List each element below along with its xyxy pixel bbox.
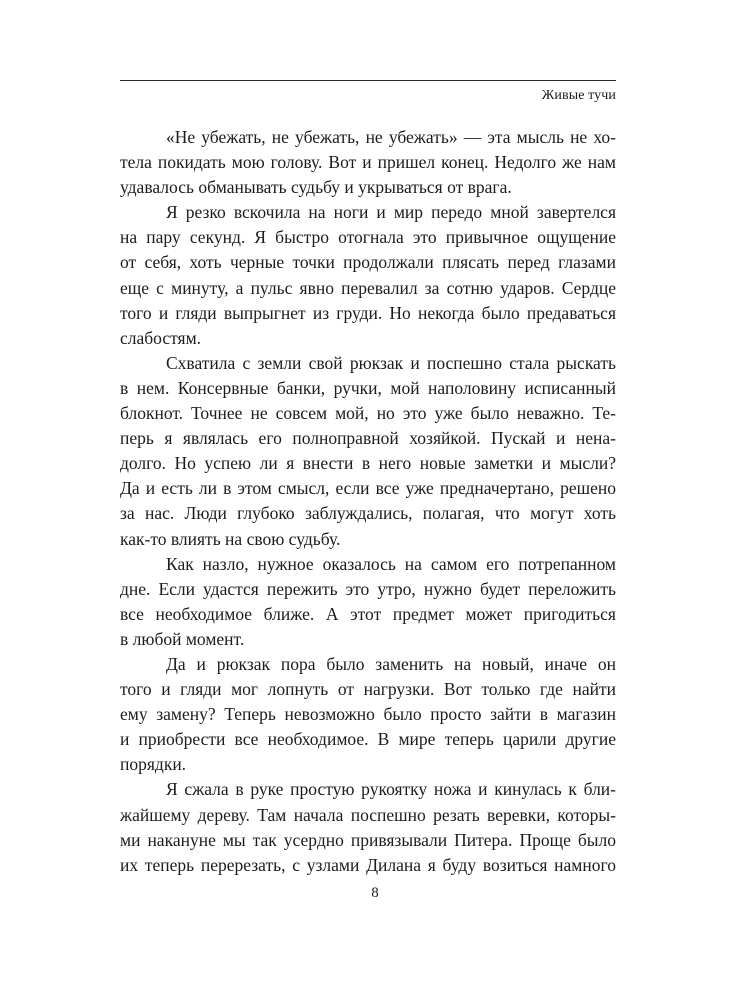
text-line: Я сжала в руке простую рукоятку ножа и кинулась к бли- (166, 779, 616, 800)
text-line: дне. Если удастся пережить это утро, нужно будет переложить (120, 578, 616, 599)
text-line: и приобрести все необходимое. В мире теперь царили другие (120, 729, 616, 750)
text-line: ми накануне мы так усердно привязывали Питера. Проще было (120, 829, 616, 850)
header-rule (120, 80, 616, 81)
body-text (120, 125, 616, 878)
text-line: все необходимое ближе. А этот предмет может пригодиться (120, 603, 616, 624)
text-line: в нем. Консервные банки, ручки, мой наполовину исписанный (120, 377, 616, 398)
text-line: Я резко вскочила на ноги и мир передо мной завертелся (166, 202, 616, 223)
text-line: еще с минуту, а пульс явно перевалил за сотню ударов. Сердце (120, 277, 616, 298)
text-line: Да и рюкзак пора было заменить на новый, иначе он (166, 653, 616, 674)
text-line: того и гляди мог лопнуть от нагрузки. Вот только где найти (120, 679, 616, 700)
text-line: порядки. (120, 754, 187, 775)
text-line: от себя, хоть черные точки продолжали плясать перед глазами (120, 252, 616, 273)
running-title: Живые тучи (541, 88, 616, 103)
text-line: на пару секунд. Я быстро отогнала это привычное ощущение (120, 227, 616, 248)
text-line: ему замену? Теперь невозможно было просто зайти в магазин (120, 704, 616, 725)
text-line: Схватила с земли свой рюкзак и поспешно стала рыскать (166, 352, 616, 373)
text-line: в любой момент. (120, 628, 245, 649)
text-line: за нас. Люди глубоко заблуждались, полагая, что могут хоть (120, 503, 616, 524)
text-line: Да и есть ли в этом смысл, если все уже предначертано, решено (120, 478, 616, 499)
text-line: перь я являлась его полноправной хозяйкой. Пускай и нена- (120, 428, 616, 449)
text-line: как-то влиять на свою судьбу. (120, 528, 341, 549)
text-line: долго. Но успею ли я внести в него новые заметки и мысли? (120, 453, 616, 474)
text-line: слабостям. (120, 327, 202, 348)
text-line: «Не убежать, не убежать, не убежать» — эта мысль не хо- (166, 127, 616, 147)
text-line: Как назло, нужное оказалось на самом его потрепанном (166, 553, 616, 574)
text-line: жайшему дереву. Там начала поспешно резать веревки, которы- (120, 804, 616, 825)
text-line: их теперь перерезать, с узлами Дилана я буду возиться намного (120, 854, 616, 875)
page-number: 8 (371, 885, 379, 901)
text-line: того и гляди выпрыгнет из груди. Но некогда было предаваться (120, 302, 616, 323)
text-line: блокнот. Точнее не совсем мой, но это уже было неважно. Те- (120, 403, 616, 424)
text-line: тела покидать мою голову. Вот и пришел конец. Недолго же нам (120, 152, 616, 173)
text-line: удавалось обманывать судьбу и укрываться от врага. (120, 177, 512, 198)
